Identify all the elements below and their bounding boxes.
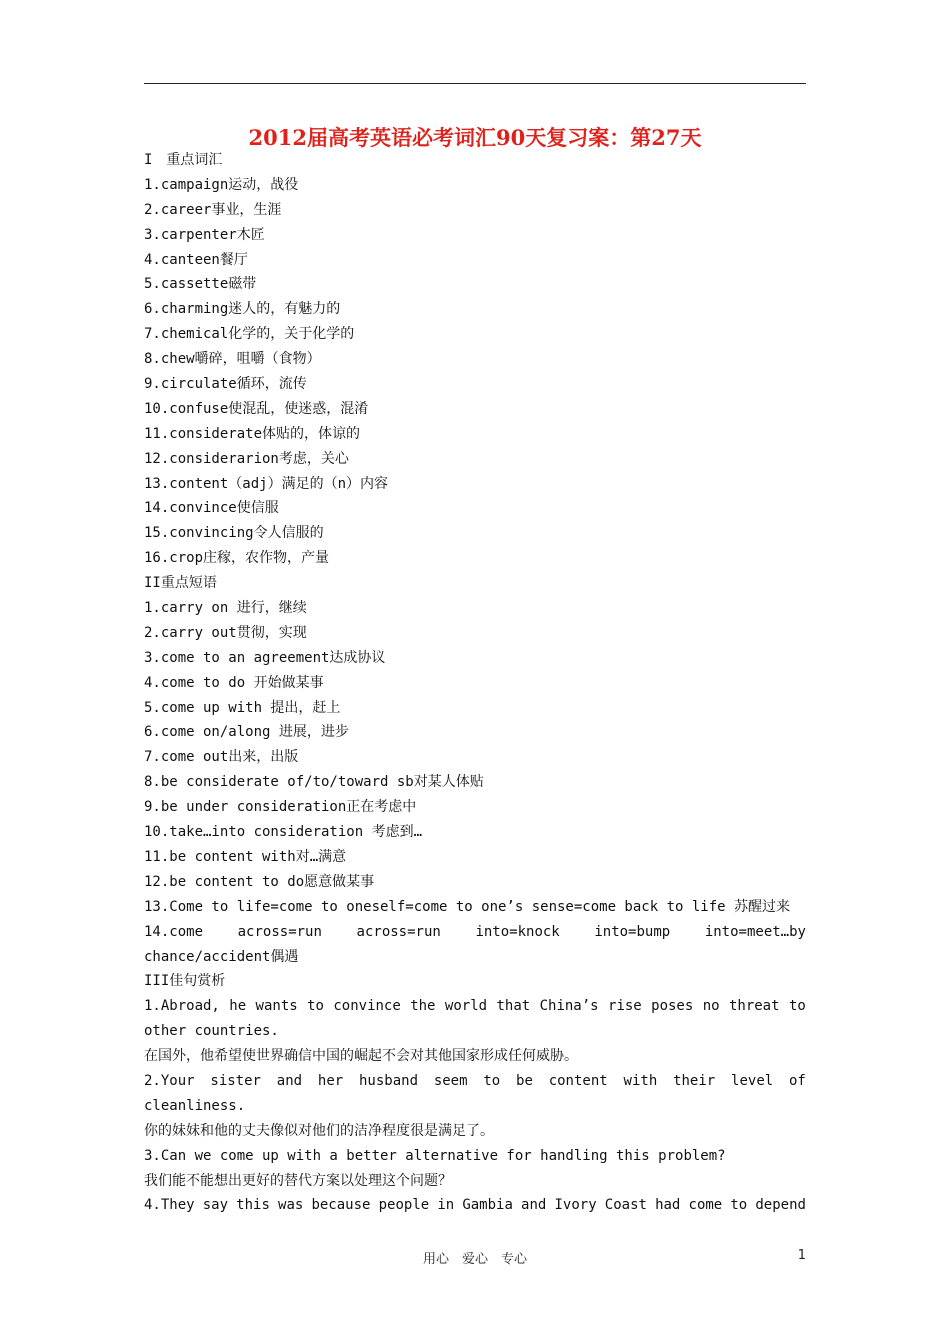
word: rise (608, 998, 642, 1015)
word: Ivory (554, 1197, 597, 1214)
word: threat (728, 998, 780, 1015)
word: depend (755, 1197, 806, 1214)
text-line: 6.come on/along 进展，进步 (144, 724, 349, 741)
text-line: 8.be considerate of/to/toward sb对某人体贴 (144, 774, 484, 791)
word: seem (433, 1072, 468, 1089)
text-line: 10.confuse使混乱，使迷惑，混淆 (144, 400, 369, 417)
word: China’s (539, 998, 599, 1015)
word: this (236, 1197, 270, 1214)
text-line: 10.take…into consideration 考虑到… (144, 824, 423, 841)
text-line: 9.circulate循环，流传 (144, 376, 307, 393)
text-line: 11.be content with对…满意 (144, 848, 347, 865)
word: into=bump (594, 923, 671, 940)
text-line-justified (144, 920, 806, 945)
word: to (307, 998, 324, 1015)
text-line: 14.convince使信服 (144, 500, 279, 517)
text-line: 7.chemical化学的，关于化学的 (144, 326, 355, 343)
word: no (702, 998, 720, 1015)
text-line: 11.considerate体贴的，体谅的 (144, 425, 361, 442)
word: sister (210, 1072, 261, 1089)
word: come (688, 1197, 723, 1214)
word: across=run (356, 923, 441, 940)
text-line: 5.cassette磁带 (144, 276, 257, 293)
page-footer: 用心 爱心 专心 (422, 1252, 527, 1267)
text-line: 1.carry on 进行，继续 (144, 600, 307, 617)
text-line: other countries. (144, 1023, 279, 1040)
word: with (623, 1072, 658, 1089)
word: across=run (237, 923, 322, 940)
text-line: I 重点词汇 (144, 152, 223, 168)
text-line-justified (144, 994, 806, 1019)
text-line: 4.canteen餐厅 (144, 251, 248, 268)
word: her (317, 1072, 344, 1089)
text-line: 4.come to do 开始做某事 (144, 674, 324, 691)
text-line: 5.come up with 提出，赶上 (144, 699, 341, 716)
word: convince (333, 998, 401, 1015)
word: 14.come (144, 923, 204, 940)
text-line-justified (144, 1193, 806, 1218)
word: 2.Your (144, 1072, 195, 1089)
word: world (444, 998, 488, 1015)
word: 1.Abroad, (144, 998, 220, 1015)
text-line: 在国外，他希望使世界确信中国的崛起不会对其他国家形成任何威胁。 (144, 1048, 578, 1065)
word: and (276, 1072, 303, 1089)
word: to (730, 1197, 748, 1214)
header-rule (144, 83, 806, 84)
text-line: 8.chew嚼碎，咀嚼（食物） (144, 351, 321, 368)
word: had (655, 1197, 681, 1214)
word: content (548, 1072, 608, 1089)
text-line: 2.career事业，生涯 (144, 201, 282, 218)
word: husband (359, 1072, 419, 1089)
text-line: II重点短语 (144, 575, 217, 592)
word: that (496, 998, 531, 1015)
word: to (483, 1072, 501, 1089)
word: 4.They (144, 1197, 195, 1214)
text-line: 12.considerarion考虑，关心 (144, 450, 349, 467)
text-line: 6.charming迷人的，有魅力的 (144, 301, 341, 318)
word: their (673, 1072, 716, 1089)
word: in (437, 1197, 455, 1214)
text-line: 9.be under consideration正在考虑中 (144, 799, 417, 816)
text-line: chance/accident偶遇 (144, 948, 299, 965)
word: the (410, 998, 436, 1015)
text-line: 3.Can we come up with a better alternative for handling this problem? (144, 1147, 726, 1164)
document-title: 2012届高考英语必考词汇90天复习案：第27天 (248, 125, 702, 150)
text-line: 13.Come to life=come to oneself=come to one’s sense=come back to life 苏醒过来 (144, 898, 791, 915)
word: Gambia (462, 1197, 513, 1214)
text-line-justified (144, 1069, 806, 1094)
word: because (311, 1197, 371, 1214)
word: into=meet…by (704, 923, 806, 940)
text-line: 3.come to an agreement达成协议 (144, 649, 386, 666)
word: was (278, 1197, 304, 1214)
text-line: 7.come out出来，出版 (144, 749, 299, 766)
word: of (789, 1072, 806, 1089)
text-line: 我们能不能想出更好的替代方案以处理这个问题？ (144, 1172, 452, 1189)
text-line: 2.carry out贯彻，实现 (144, 624, 307, 641)
word: he (229, 998, 247, 1015)
word: poses (651, 998, 694, 1015)
word: to (788, 998, 806, 1015)
word: and (521, 1197, 547, 1214)
word: wants (255, 998, 298, 1015)
text-line: III佳句赏析 (144, 973, 226, 990)
text-line: cleanliness. (144, 1097, 246, 1114)
text-line: 你的妹妹和他的丈夫像似对他们的洁净程度很是满足了。 (144, 1122, 494, 1139)
text-line: 3.carpenter木匠 (144, 226, 265, 243)
document-body (144, 148, 806, 1218)
word: be (516, 1072, 533, 1089)
word: people (378, 1197, 430, 1214)
text-line: 15.convincing令人信服的 (144, 525, 324, 542)
word: say (202, 1197, 229, 1214)
text-line: 16.crop庄稼，农作物，产量 (144, 550, 330, 567)
text-line: 12.be content to do愿意做某事 (144, 873, 375, 890)
word: into=knock (475, 923, 560, 940)
word: Coast (604, 1197, 647, 1214)
text-line: 1.campaign运动，战役 (144, 176, 299, 193)
word: level (731, 1072, 774, 1089)
text-line: 13.content（adj）满足的（n）内容 (144, 475, 389, 492)
page-number: 1 (797, 1248, 806, 1263)
